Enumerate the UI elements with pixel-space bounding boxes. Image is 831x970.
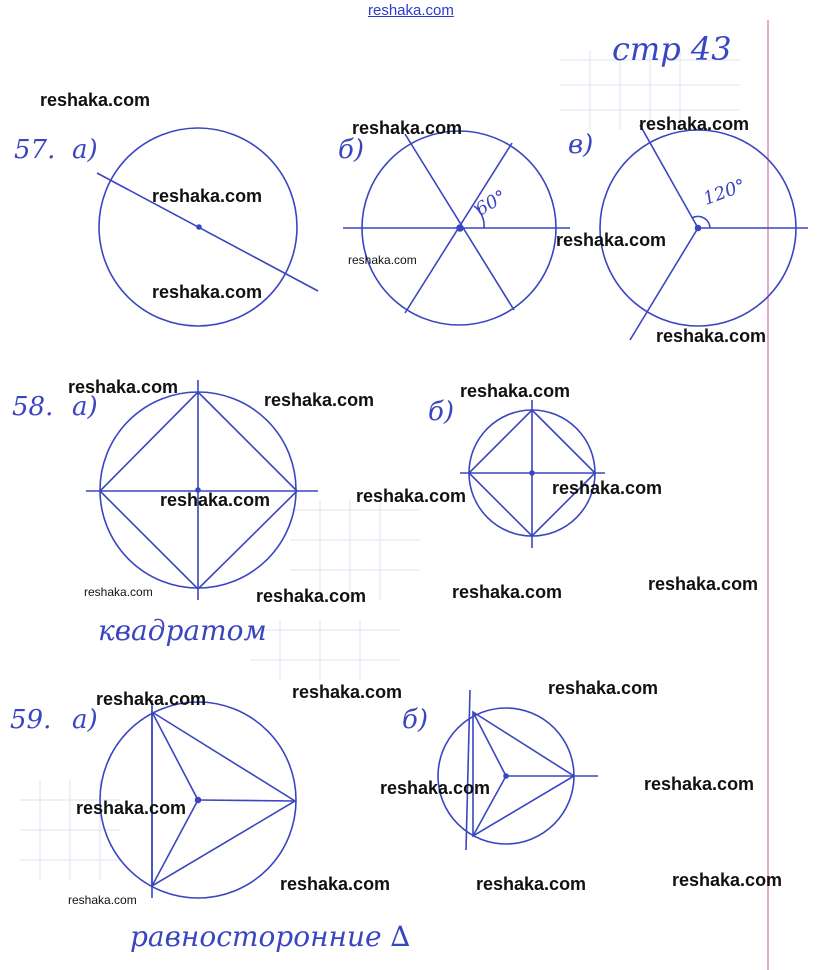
watermark: reshaka.com bbox=[40, 90, 151, 110]
watermark: reshaka.com bbox=[68, 377, 179, 397]
watermark: reshaka.com bbox=[292, 682, 403, 702]
watermark: reshaka.com bbox=[644, 774, 755, 794]
problem-58-number: 58. bbox=[12, 392, 54, 422]
problem-59-part-b: б) bbox=[402, 705, 429, 735]
figure-57b bbox=[343, 131, 570, 325]
figure-58b bbox=[460, 400, 605, 548]
problem-59-answer: равносторонние ∆ bbox=[130, 920, 411, 953]
site-link[interactable]: reshaka.com bbox=[368, 2, 454, 19]
watermark: reshaka.com bbox=[548, 678, 659, 698]
watermark: reshaka.com bbox=[96, 689, 207, 709]
watermark: reshaka.com bbox=[460, 381, 571, 401]
watermark: reshaka.com bbox=[76, 798, 187, 818]
figure-59b bbox=[438, 690, 598, 850]
grid-background bbox=[20, 50, 740, 880]
watermark: reshaka.com bbox=[264, 390, 375, 410]
watermark: reshaka.com bbox=[452, 582, 563, 602]
watermark: reshaka.com bbox=[280, 874, 391, 894]
problem-57-number: 57. bbox=[14, 135, 56, 165]
problem-57-part-c: в) bbox=[568, 130, 594, 160]
watermark: reshaka.com bbox=[552, 478, 663, 498]
watermark: reshaka.com bbox=[476, 874, 587, 894]
watermark: reshaka.com bbox=[160, 490, 271, 510]
problem-59-number: 59. bbox=[10, 705, 52, 735]
watermark: reshaka.com bbox=[152, 186, 263, 206]
angle-60-label: 60° bbox=[472, 186, 511, 221]
watermark: reshaka.com bbox=[352, 118, 463, 138]
problem-57-part-b: б) bbox=[338, 135, 365, 165]
watermark: reshaka.com bbox=[356, 486, 467, 506]
watermark: reshaka.com bbox=[639, 114, 750, 134]
page-ref: стр 43 bbox=[612, 30, 732, 68]
problem-58-part-b: б) bbox=[428, 397, 455, 427]
problem-59-part-a: а) bbox=[72, 705, 98, 735]
watermark: reshaka.com bbox=[648, 574, 759, 594]
problem-57-part-a: а) bbox=[72, 135, 98, 165]
angle-120-label: 120° bbox=[700, 175, 749, 210]
watermark: reshaka.com bbox=[68, 893, 137, 907]
problem-58-answer: квадратом bbox=[98, 614, 267, 647]
watermark: reshaka.com bbox=[656, 326, 767, 346]
watermark: reshaka.com bbox=[152, 282, 263, 302]
watermark: reshaka.com bbox=[672, 870, 783, 890]
watermark: reshaka.com bbox=[348, 253, 417, 267]
watermark: reshaka.com bbox=[256, 586, 367, 606]
problem-58-part-a: а) bbox=[72, 392, 98, 422]
watermark: reshaka.com bbox=[380, 778, 491, 798]
watermark: reshaka.com bbox=[84, 585, 153, 599]
watermark: reshaka.com bbox=[556, 230, 667, 250]
